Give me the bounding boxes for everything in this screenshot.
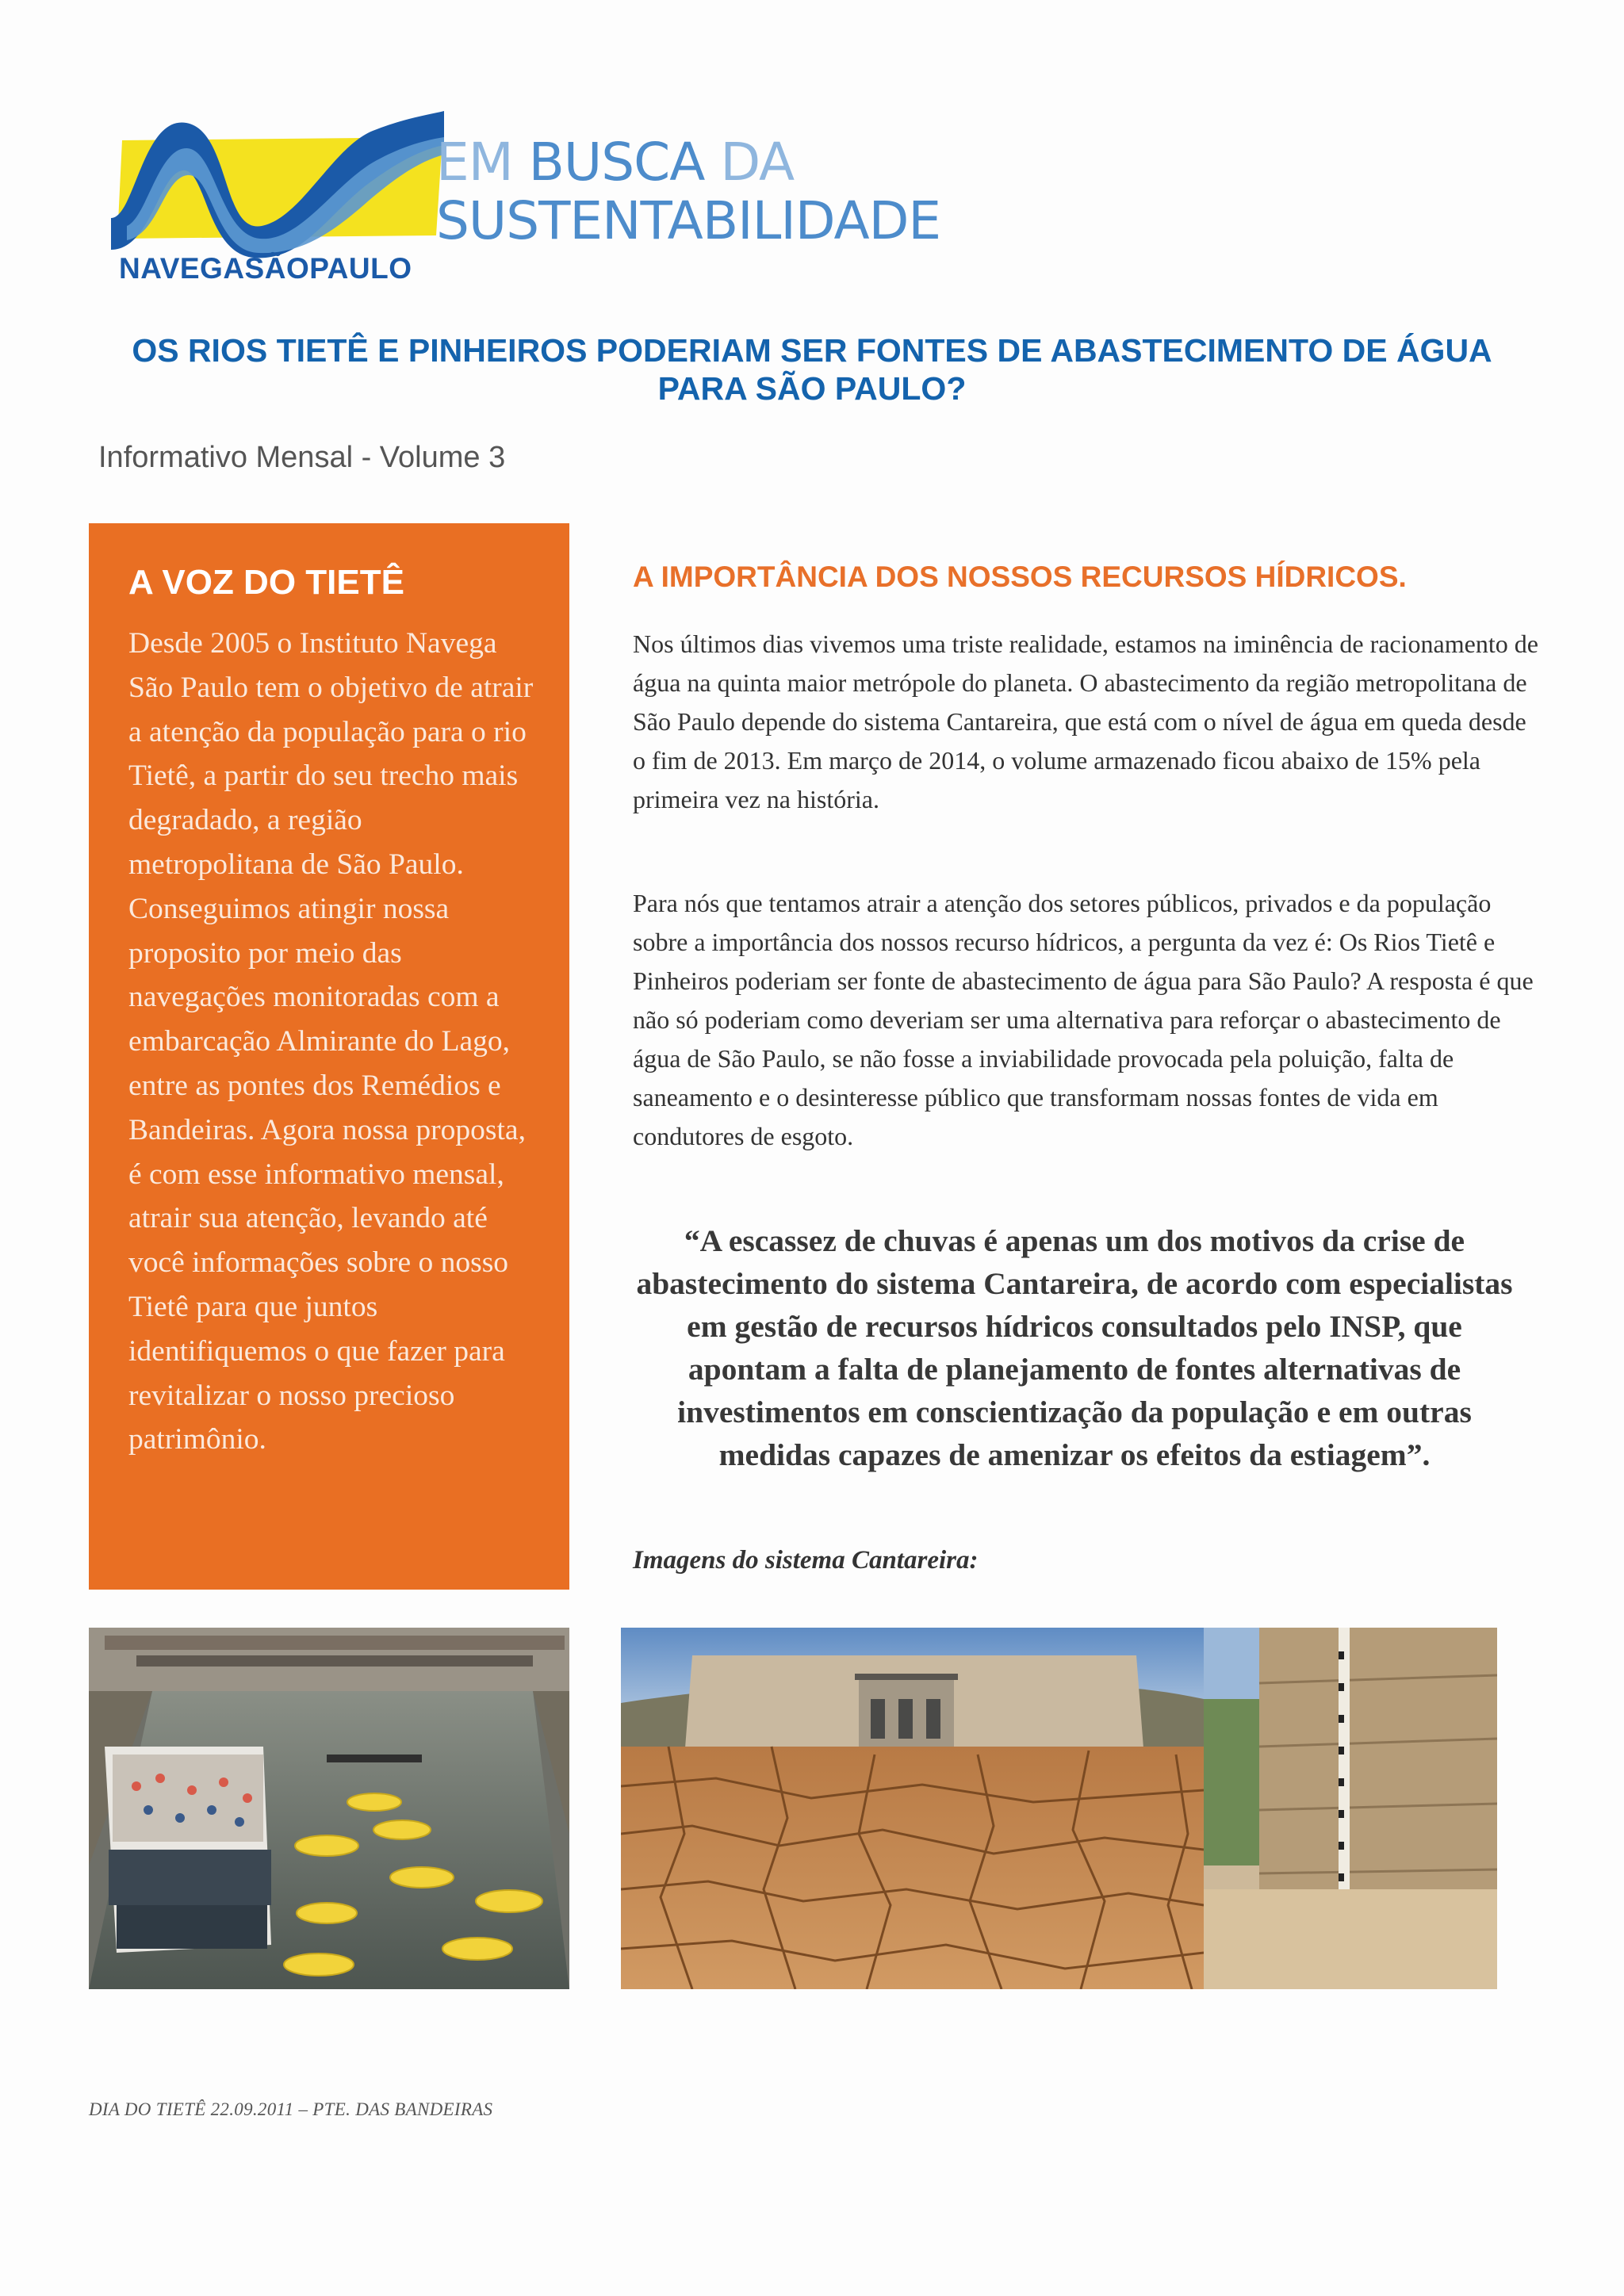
photo-caption: DIA DO TIETÊ 22.09.2011 – PTE. DAS BANDEIRAS <box>89 2099 493 2119</box>
article-paragraph-1: Nos últimos dias vivemos uma triste realidade, estamos na iminência de racionamento de água na quinta maior metrópole do planeta. O abastecimento da região metropolitana de São Paulo depende do sistema Cantareira, que está com o nível de água em queda desde o fim de 2013. Em março de 2014, o volume armazenado ficou abaixo de 15% pela primeira vez na história. <box>633 629 1538 813</box>
newsletter-volume: Informativo Mensal - Volume 3 <box>98 441 506 474</box>
page-title: OS RIOS TIETÊ E PINHEIROS PODERIAM SER FONTES DE ABASTECIMENTO DE ÁGUA PARA SÃO PAULO? <box>132 332 1492 407</box>
article-paragraph-2: Para nós que tentamos atrair a atenção dos setores públicos, privados e da população sobre a importância dos nossos recurso hídricos, a pergunta da vez é: Os Rios Tietê e Pinheiros poderiam ser fonte de abastecimento de água para São Paulo? A resposta é que não só poderiam como deveriam ser uma alternativa para reforçar o abastecimento de água de São Paulo, se não fosse a inviabilidade provocada pela poluição, falta de saneamento e o desinteresse público que transformam nossas fontes de vida em condutores de esgoto. <box>633 889 1534 1150</box>
logo-brand-text: NAVEGASÃOPAULO <box>119 252 412 285</box>
tagline-sustentabilidade: SUSTENTABILIDADE <box>436 190 941 251</box>
dam-wall-gauge-photo <box>1204 1628 1497 1989</box>
tagline-em: EM <box>436 132 513 193</box>
tagline-da: DA <box>720 132 795 193</box>
tagline <box>436 132 941 251</box>
section-title: A IMPORTÂNCIA DOS NOSSOS RECURSOS HÍDRICOS. <box>633 561 1407 593</box>
voz-do-tiete-box <box>89 523 569 1590</box>
pull-quote: “A escassez de chuvas é apenas um dos motivos da crise de abastecimento do sistema Cantareira, de acordo com especialistas em gestão de recursos hídricos consultados pelo INSP, que apontam a falta de planejamento de fontes alternativas de investimentos em conscientização da população e em outras medidas capazes de amenizar os efeitos da estiagem”. <box>636 1223 1513 1472</box>
tagline-busca: BUSCA <box>528 132 705 193</box>
images-caption: Imagens do sistema Cantareira: <box>633 1546 979 1575</box>
river-boat-photo <box>89 1628 569 1989</box>
dry-reservoir-photo <box>621 1628 1204 1989</box>
voz-text: Desde 2005 o Instituto Navega São Paulo tem o objetivo de atrair a atenção da população para o rio Tietê, a partir do seu trecho mais degradado, a região metropolitana de São Paulo. Conseguimos atingir nossa proposito por meio das navegações monitoradas com a embarcação Almirante do Lago, entre as pontes dos Remédios e Bandeiras. Agora nossa proposta, é com esse informativo mensal, atrair sua atenção, levando até você informações sobre o nosso Tietê para que juntos identifiquemos o que fazer para revitalizar o nosso precioso patrimônio. <box>128 627 534 1456</box>
voz-title: A VOZ DO TIETÊ <box>128 563 404 602</box>
